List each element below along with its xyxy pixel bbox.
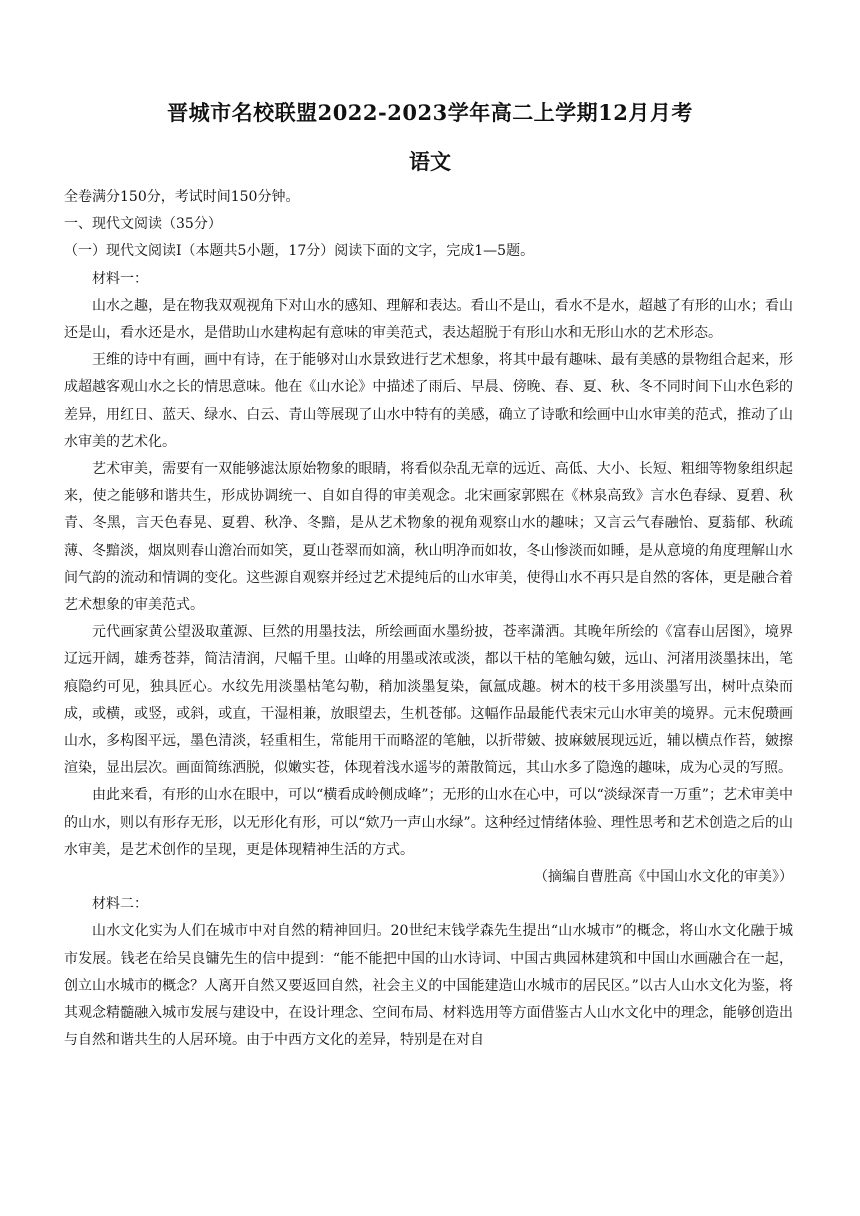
subsection-heading: （一）现代文阅读Ⅰ（本题共5小题，17分）阅读下面的文字，完成1—5题。	[64, 243, 535, 260]
material-one-label: 材料一：	[92, 270, 148, 287]
material-one-paragraph: 元代画家黄公望汲取董源、巨然的用墨技法，所绘画面水墨纷披，苍率潇洒。其晚年所绘的《富春山居图》，境界辽远开阔，雄秀苍莽，简洁清润，尺幅千里。山峰的用墨或浓或淡，都以干枯的笔触勾皴，远山、河渚用淡墨抹出，笔痕隐约可见，独具匠心。水纹先用淡墨枯笔勾勒，稍加淡墨复染，氤氲成趣。树木的枝干多用淡墨写出，树叶点染而成，或横，或竖，或斜，或直，干湿相兼，放眼望去，生机苍郁。这幅作品最能代表宋元山水审美的境界。元末倪瓒画山水，多构图平远，墨色清淡，轻重相生，常能用干而略涩的笔触，以折带皴、披麻皴展现远近，辅以横点作苔，皴擦渲染，显出层次。画面简练洒脱，似嫩实苍，体现着浅水遥岑的萧散简远，其山水多了隐逸的趣味，成为心灵的写照。	[64, 624, 793, 777]
material-one-source: （摘编自曹胜高《中国山水文化的审美》）	[534, 869, 793, 886]
material-one-paragraph: 王维的诗中有画，画中有诗，在于能够对山水景致进行艺术想象，将其中最有趣味、最有美感的景物组合起来，形成超越客观山水之长的情思意味。他在《山水论》中描述了雨后、早晨、傍晚、春、夏、秋、冬不同时间下山水色彩的差异，用红日、蓝天、绿水、白云、青山等展现了山水中特有的美感，确立了诗歌和绘画中山水审美的范式，推动了山水审美的艺术化。	[64, 352, 793, 450]
exam-body	[64, 184, 793, 1055]
section-heading: 一、现代文阅读（35分）	[64, 216, 222, 233]
material-one-paragraph: 由此来看，有形的山水在眼中，可以“横看成岭侧成峰”；无形的山水在心中，可以“淡绿深青一万重”；艺术审美中的山水，则以有形存无形，以无形化有形，可以“欸乃一声山水绿”。这种经过情绪体验、理性思考和艺术创造之后的山水审美，是艺术创作的呈现，更是体现精神生活的方式。	[64, 787, 793, 858]
material-two-paragraph: 山水文化实为人们在城市中对自然的精神回归。20世纪末钱学森先生提出“山水城市”的概念，将山水文化融于城市发展。钱老在给吴良镛先生的信中提到：“能不能把中国的山水诗词、中国古典园林建筑和中国山水画融合在一起，创立山水城市的概念？人离开自然又要返回自然，社会主义的中国能建造山水城市的居民区。”以古人山水文化为鉴，将其观念精髓融入城市发展与建设中，在设计理念、空间布局、材料选用等方面借鉴古人山水文化中的理念，能够创造出与自然和谐共生的人居环境。由于中西方文化的差异，特别是在对自	[64, 923, 793, 1049]
subject-title: 语文	[409, 149, 451, 174]
exam-title: 晋城市名校联盟2022-2023学年高二上学期12月月考	[167, 100, 693, 125]
material-one-paragraph: 艺术审美，需要有一双能够滤汰原始物象的眼睛，将看似杂乱无章的远近、高低、大小、长短、粗细等物象组织起来，使之能够和谐共生，形成协调统一、自如自得的审美观念。北宋画家郭熙在《林泉高致》言水色春绿、夏碧、秋青、冬黑，言天色春晃、夏碧、秋净、冬黯，是从艺术物象的视角观察山水的趣味；又言云气春融怡、夏蓊郁、秋疏薄、冬黯淡，烟岚则春山澹冶而如笑，夏山苍翠而如滴，秋山明净而如妆，冬山惨淡而如睡，是从意境的角度理解山水间气韵的流动和情调的变化。这些源自观察并经过艺术提纯后的山水审美，使得山水不再只是自然的客体，更是融合着艺术想象的审美范式。	[64, 461, 793, 614]
score-line: 全卷满分150分，考试时间150分钟。	[64, 189, 300, 205]
material-one-paragraph: 山水之趣，是在物我双观视角下对山水的感知、理解和表达。看山不是山，看水不是水，超越了有形的山水；看山还是山，看水还是水，是借助山水建构起有意味的审美范式，表达超脱于有形山水和无形山水的艺术形态。	[64, 297, 793, 342]
material-two-label: 材料二：	[92, 896, 148, 913]
